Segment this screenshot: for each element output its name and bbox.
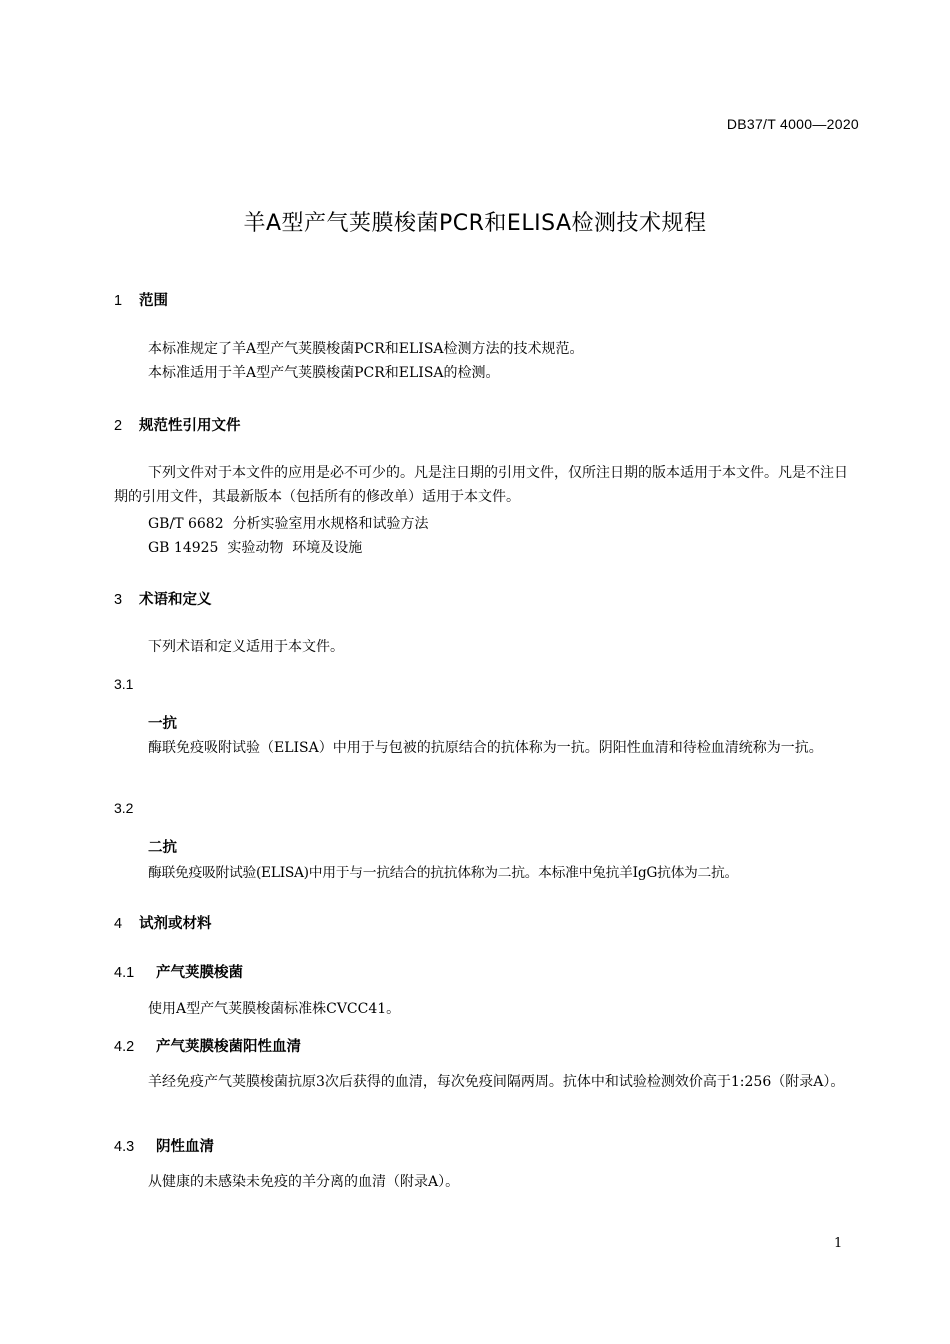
- section-2-heading: 2 规范性引用文件: [114, 418, 241, 434]
- normative-reference-1: GB/T 6682 分析实验室用水规格和试验方法: [148, 516, 429, 532]
- normative-reference-2: GB 14925 实验动物 环境及设施: [148, 540, 363, 556]
- section-1-para-1: 本标准规定了羊A型产气荚膜梭菌PCR和ELISA检测方法的技术规范。: [148, 341, 584, 357]
- definition-primary-antibody: 酶联免疫吸附试验（ELISA）中用于与包被的抗原结合的抗体称为一抗。阴阳性血清和待检血清统称为一抗。: [148, 740, 823, 756]
- clause-4-3-text: 从健康的未感染未免疫的羊分离的血清（附录A）。: [148, 1174, 460, 1190]
- term-primary-antibody: 一抗: [148, 716, 177, 732]
- document-title: 羊A型产气荚膜梭菌PCR和ELISA检测技术规程: [243, 211, 707, 236]
- document-number: DB37/T 4000—2020: [726, 116, 859, 132]
- clause-4-3-heading: 4.3 阴性血清: [114, 1139, 214, 1155]
- section-4-heading: 4 试剂或材料: [114, 916, 212, 932]
- definition-secondary-antibody: 酶联免疫吸附试验(ELISA)中用于与一抗结合的抗抗体称为二抗。本标准中兔抗羊IgG抗体为二抗。: [148, 865, 739, 881]
- section-2-para-1: 下列文件对于本文件的应用是必不可少的。凡是注日期的引用文件，仅所注日期的版本适用于本文件。凡是不注日期的引用文件，其最新版本（包括所有的修改单）适用于本文件。: [114, 465, 848, 505]
- clause-3-2-number: 3.2: [114, 800, 134, 816]
- section-3-para-1: 下列术语和定义适用于本文件。: [148, 639, 344, 655]
- term-secondary-antibody: 二抗: [148, 840, 177, 856]
- section-3-heading: 3 术语和定义: [114, 592, 212, 608]
- clause-4-2-text: 羊经免疫产气荚膜梭菌抗原3次后获得的血清，每次免疫间隔两周。抗体中和试验检测效价高于1:256（附录A）。: [148, 1074, 845, 1090]
- clause-4-2-heading: 4.2 产气荚膜梭菌阳性血清: [114, 1039, 301, 1055]
- section-1-heading: 1 范围: [114, 293, 168, 309]
- section-1-para-2: 本标准适用于羊A型产气荚膜梭菌PCR和ELISA的检测。: [148, 365, 500, 381]
- clause-3-1-number: 3.1: [114, 676, 134, 692]
- clause-4-1-heading: 4.1 产气荚膜梭菌: [114, 965, 243, 981]
- clause-4-1-text: 使用A型产气荚膜梭菌标准株CVCC41。: [148, 1001, 401, 1017]
- page-number: 1: [834, 1236, 843, 1251]
